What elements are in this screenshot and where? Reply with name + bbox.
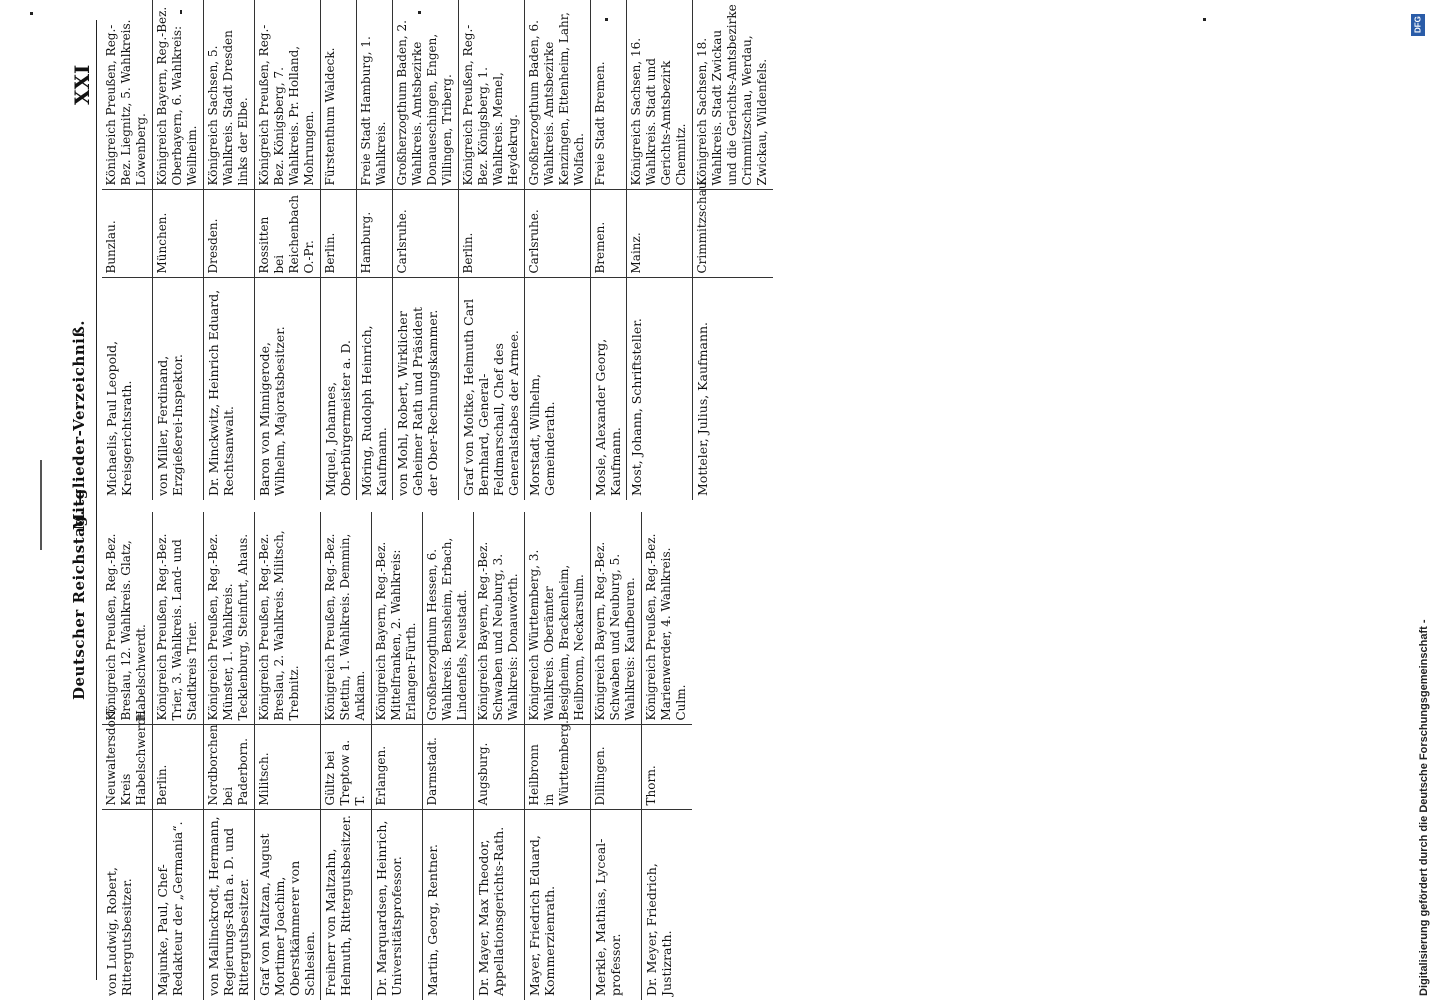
- member-name: Motteler, Julius, Kaufmann.: [695, 321, 710, 496]
- table-row: [627, 0, 693, 500]
- member-name: Mosle, Alexander Georg, Kaufmann.: [591, 278, 627, 500]
- member-residence: Crimmitzschau.: [693, 190, 774, 278]
- table-row: [591, 0, 627, 500]
- side-credit-strip: [1404, 6, 1430, 996]
- member-name: Miquel, Johannes, Oberbürgermeister a. D.: [321, 278, 357, 500]
- member-district: Königreich Preußen, Reg.-Bez. Marienwerder, 4. Wahlkreis. Culm.: [642, 512, 693, 725]
- member-name: Martin, Georg, Rentner.: [423, 810, 474, 1000]
- member-residence: Berlin.: [153, 725, 204, 810]
- header-left-title: Deutscher Reichstag. —: [70, 488, 88, 700]
- member-residence: München.: [153, 190, 204, 278]
- member-district: Fürstenthum Waldeck.: [321, 0, 357, 190]
- table-row: [153, 0, 204, 500]
- table-row: [204, 512, 255, 1000]
- member-district: Freie Stadt Bremen.: [591, 0, 627, 190]
- member-name: Freiherr von Maltzahn, Helmuth, Rittergutsbesitzer.: [321, 810, 372, 1000]
- member-residence: Carlsruhe.: [525, 190, 591, 278]
- member-residence: Rossitten bei Reichenbach O.-Pr.: [255, 190, 321, 278]
- member-district: Königreich Preußen, Reg.-Bez. Königsberg, 1. Wahlkreis. Memel, Heydekrug.: [459, 0, 525, 190]
- member-district: Königreich Württemberg, 3. Wahlkreis. Oberämter Besigheim, Brackenheim, Heilbronn, Neckarsulm.: [525, 512, 591, 725]
- member-residence: Neuwaltersdorf, Kreis Habelschwerdt.: [102, 725, 153, 810]
- table-row: [372, 512, 423, 1000]
- table-row: [393, 0, 459, 500]
- member-name: Graf von Maltzan, August Mortimer Joachim, Oberstkämmerer von Schlesien.: [255, 810, 321, 1000]
- table-row: [423, 512, 474, 1000]
- member-name: Dr. Mayer, Max Theodor, Appellationsgerichts-Rath.: [474, 810, 525, 1000]
- scan-speck: [418, 11, 421, 14]
- member-residence: Bunzlau.: [102, 190, 153, 278]
- member-residence: Hamburg.: [357, 190, 393, 278]
- member-name: von Miller, Ferdinand, Erzgießerei-Inspektor.: [153, 278, 204, 500]
- member-name: Baron von Minnigerode, Wilhelm, Majoratsbesitzer.: [255, 278, 321, 500]
- member-residence: Mainz.: [627, 190, 693, 278]
- member-name: Michaelis, Paul Leopold, Kreisgerichtsrath.: [102, 278, 153, 500]
- member-district: Königreich Preußen, Reg.-Bez. Stettin, 1. Wahlkreis. Demmin, Anklam.: [321, 512, 372, 725]
- member-district: Großherzogthum Baden, 6. Wahlkreis. Amtsbezirke Kenzingen, Ettenheim, Lahr, Wolfach.: [525, 0, 591, 190]
- member-residence: Heilbronn in Württemberg.: [525, 725, 591, 810]
- members-table-right: [102, 0, 773, 500]
- member-district: Großherzogthum Hessen, 6. Wahlkreis. Bensheim, Erbach, Lindenfels, Neustadt.: [423, 512, 474, 725]
- member-residence: Dresden.: [204, 190, 255, 278]
- table-row: [204, 0, 255, 500]
- member-name: von Mohl, Robert, Wirklicher Geheimer Rath und Präsident der Ober-Rechnungskammer.: [393, 278, 459, 500]
- table-row: [102, 512, 153, 1000]
- members-table-left: [102, 512, 692, 1000]
- scan-speck: [605, 18, 608, 21]
- member-name: Dr. Minckwitz, Heinrich Eduard, Rechtsanwalt.: [204, 278, 255, 500]
- table-row: [474, 512, 525, 1000]
- header-right-title: Mitglieder-Verzeichniß.: [70, 320, 88, 530]
- member-residence: Augsburg.: [474, 725, 525, 810]
- member-name: Möring, Rudolph Heinrich, Kaufmann.: [357, 278, 393, 500]
- member-district: Königreich Preußen, Reg.-Bez. Königsberg, 7. Wahlkreis. Pr. Holland, Mohrungen.: [255, 0, 321, 190]
- member-residence: Militsch.: [255, 725, 321, 810]
- member-residence: Nordborchen bei Paderborn.: [204, 725, 255, 810]
- table-row: [102, 0, 153, 500]
- member-name: von Ludwig, Robert, Rittergutsbesitzer.: [102, 810, 153, 1000]
- member-residence: Berlin.: [459, 190, 525, 278]
- member-name: Morstadt, Wilhelm, Gemeinderath.: [525, 278, 591, 500]
- table-row: [321, 512, 372, 1000]
- member-district: Königreich Sachsen, 5. Wahlkreis. Stadt Dresden links der Elbe.: [204, 0, 255, 190]
- member-district: Königreich Bayern, Reg.-Bez. Mittelfranken, 2. Wahlkreis: Erlangen-Fürth.: [372, 512, 423, 725]
- table-row: [255, 512, 321, 1000]
- member-residence: Thorn.: [642, 725, 693, 810]
- member-name: Dr. Marquardsen, Heinrich, Universitätsprofessor.: [372, 810, 423, 1000]
- member-residence: Dillingen.: [591, 725, 642, 810]
- member-name: Dr. Meyer, Friedrich, Justizrath.: [644, 863, 674, 996]
- member-district: Königreich Bayern, Reg.-Bez. Oberbayern, 6. Wahlkreis: Weilheim.: [153, 0, 204, 190]
- member-district: Königreich Preußen, Reg.-Bez. Liegnitz, 5. Wahlkreis. Löwenberg.: [102, 0, 153, 190]
- member-district: Königreich Preußen, Reg.-Bez. Breslau, 12. Wahlkreis. Glatz, Habelschwerdt.: [102, 512, 153, 725]
- header-rule: [96, 20, 97, 980]
- member-residence: Bremen.: [591, 190, 627, 278]
- member-name: Majunke, Paul, Chef-Redakteur der „Germania“.: [153, 810, 204, 1000]
- member-name: Mayer, Friedrich Eduard, Kommerzienrath.: [525, 810, 591, 1000]
- member-name: von Mallinckrodt, Hermann, Regierungs-Rath a. D. und Rittergutsbesitzer.: [204, 810, 255, 1000]
- member-district: Königreich Bayern, Reg.-Bez. Schwaben und Neuburg, 5. Wahlkreis: Kaufbeuren.: [591, 512, 642, 725]
- member-residence: Carlsruhe.: [393, 190, 459, 278]
- member-residence: Gültz bei Treptow a. T.: [321, 725, 372, 810]
- table-row: [693, 0, 774, 500]
- member-district: Königreich Bayern, Reg.-Bez. Schwaben und Neuburg, 3. Wahlkreis: Donauwörth.: [474, 512, 525, 725]
- table-row: [525, 0, 591, 500]
- dfg-logo: DFG: [1411, 14, 1425, 36]
- member-residence: Erlangen.: [372, 725, 423, 810]
- table-row: [642, 512, 693, 1000]
- scan-speck: [180, 10, 182, 14]
- member-district: Königreich Sachsen, 16. Wahlkreis. Stadt und Gerichts-Amtsbezirk Chemnitz.: [627, 0, 693, 190]
- member-district: Großherzogthum Baden, 2. Wahlkreis. Amtsbezirke Donaueschingen, Engen, Villingen, Triberg.: [393, 0, 459, 190]
- member-district: Königreich Preußen, Reg.-Bez. Breslau, 2. Wahlkreis. Militsch, Trebnitz.: [255, 512, 321, 725]
- member-residence: Berlin.: [321, 190, 357, 278]
- table-row: [153, 512, 204, 1000]
- member-district: Freie Stadt Hamburg, 1. Wahlkreis.: [357, 0, 393, 190]
- table-row: [591, 512, 642, 1000]
- table-row: [525, 512, 591, 1000]
- table-row: [321, 0, 357, 500]
- member-residence: Darmstadt.: [423, 725, 474, 810]
- scan-edge-mark: [40, 460, 42, 550]
- member-district: Königreich Preußen, Reg.-Bez. Münster, 1. Wahlkreis. Tecklenburg, Steinfurt, Ahaus.: [204, 512, 255, 725]
- table-row: [255, 0, 321, 500]
- member-name: Graf von Moltke, Helmuth Carl Bernhard, General-Feldmarschall, Chef des Generalstabes der Armee.: [459, 278, 525, 500]
- member-name: Most, Johann, Schriftsteller.: [627, 278, 693, 500]
- member-name: Merkle, Mathias, Lyceal-professor.: [591, 810, 642, 1000]
- member-district: Königreich Sachsen, 18. Wahlkreis. Stadt Zwickau und die Gerichts-Amtsbezirke Crimmitzschau, Werdau, Zwickau, Wildenfels.: [693, 0, 774, 190]
- scan-speck: [1203, 18, 1206, 21]
- page-number: XXI: [70, 64, 94, 105]
- table-row: [459, 0, 525, 500]
- table-row: [357, 0, 393, 500]
- scan-speck: [30, 12, 33, 15]
- member-district: Königreich Preußen, Reg.-Bez. Trier, 3. Wahlkreis. Land- und Stadtkreis Trier.: [153, 512, 204, 725]
- digitization-credit: Digitalisierung gefördert durch die Deutsche Forschungsgemeinschaft -: [1418, 619, 1430, 996]
